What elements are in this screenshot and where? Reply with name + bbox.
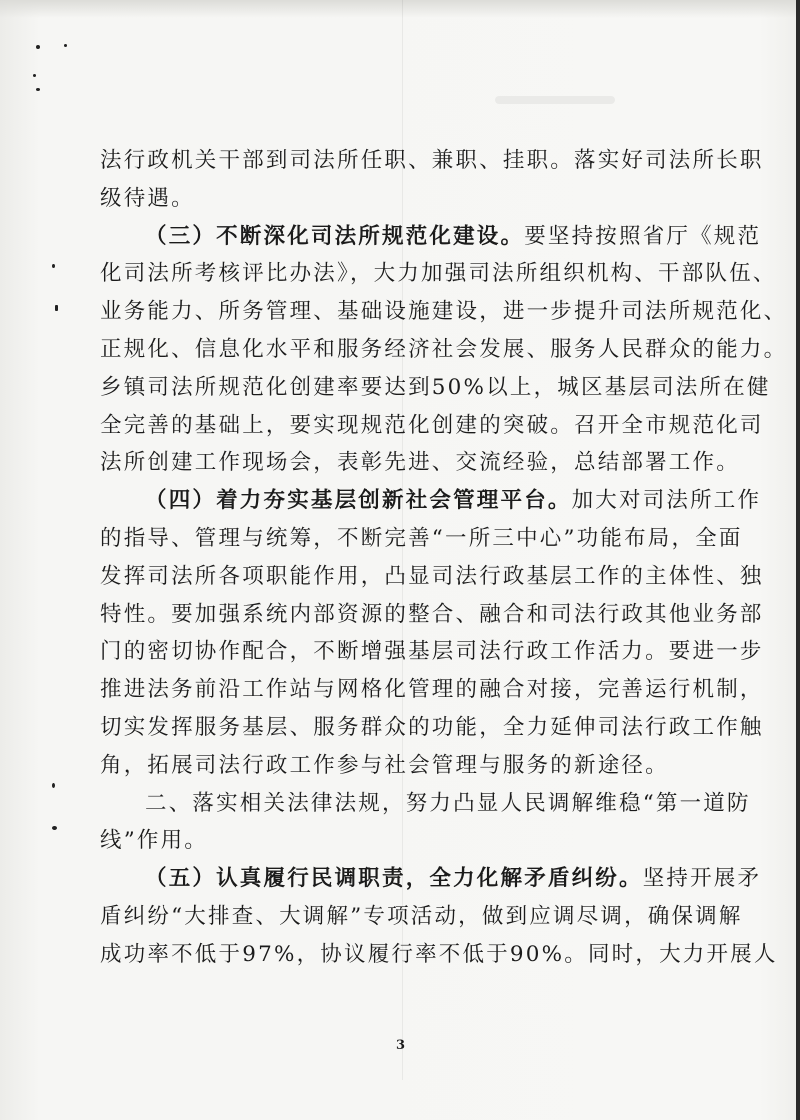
- scan-speck: [33, 74, 36, 77]
- text-line: [100, 142, 764, 180]
- text-line: [100, 936, 778, 974]
- body-text: 化司法所考核评比办法》，大力加强司法所组织机构、干部队伍、: [100, 261, 777, 287]
- text-line: [100, 898, 743, 936]
- body-text: 级待遇。: [100, 185, 195, 211]
- text-line: [100, 558, 764, 596]
- text-line: [100, 860, 762, 898]
- text-line: [100, 407, 764, 445]
- scan-smudge: [495, 96, 615, 104]
- text-line: [100, 293, 788, 331]
- body-text: 发挥司法所各项职能作用，凸显司法行政基层工作的主体性、独: [100, 563, 764, 589]
- bold-heading-text: （四）着力夯实基层创新社会管理平台。: [145, 488, 572, 514]
- scan-top-band: [0, 0, 800, 18]
- body-text: 线”作用。: [100, 828, 208, 854]
- scan-right-edge: [796, 0, 800, 1120]
- binding-hole-mark: [52, 783, 55, 788]
- text-line: [100, 331, 788, 369]
- bold-heading-text: （五）认真履行民调职责，全力化解矛盾纠纷。: [145, 866, 643, 892]
- body-text: 乡镇司法所规范化创建率要达到50%以上，城区基层司法所在健: [100, 374, 771, 400]
- body-text: 正规化、信息化水平和服务经济社会发展、服务人民群众的能力。: [100, 336, 788, 362]
- text-line: [100, 822, 720, 860]
- body-text: 成功率不低于97%，协议履行率不低于90%。同时，大力开展人: [100, 941, 778, 967]
- text-line: [100, 218, 762, 256]
- text-line: [100, 369, 771, 407]
- body-text: 法所创建工作现场会，表彰先进、交流经验，总结部署工作。: [100, 450, 740, 476]
- bold-heading-text: （三）不断深化司法所规范化建设。: [145, 223, 525, 249]
- text-line: [100, 520, 743, 558]
- scan-speck: [36, 45, 40, 49]
- document-body: [100, 142, 788, 974]
- body-text: 要坚持按照省厅《规范: [524, 223, 762, 249]
- body-text: 业务能力、所务管理、基础设施建设，进一步提升司法所规范化、: [100, 299, 788, 325]
- text-line: [100, 255, 777, 293]
- body-text: 切实发挥服务基层、服务群众的功能，全力延伸司法行政工作触: [100, 714, 764, 740]
- text-line: [100, 482, 762, 520]
- text-line: [100, 596, 764, 634]
- text-line: [100, 633, 764, 671]
- body-text: 加大对司法所工作: [571, 488, 762, 514]
- binding-hole-mark: [55, 305, 58, 311]
- body-text: 门的密切协作配合，不断增强基层司法行政工作活力。要进一步: [100, 639, 764, 665]
- binding-hole-mark: [52, 826, 57, 830]
- text-line: [100, 671, 764, 709]
- scan-speck: [36, 88, 40, 91]
- body-text: 盾纠纷“大排查、大调解”专项活动，做到应调尽调，确保调解: [100, 903, 743, 929]
- body-text: 全完善的基础上，要实现规范化创建的突破。召开全市规范化司: [100, 412, 764, 438]
- body-text: 的指导、管理与统筹，不断完善“一所三中心”功能布局，全面: [100, 525, 743, 551]
- body-text: 角，拓展司法行政工作参与社会管理与服务的新途径。: [100, 752, 669, 778]
- text-line: [100, 785, 751, 823]
- body-text: 特性。要加强系统内部资源的整合、融合和司法行政其他业务部: [100, 601, 764, 627]
- body-text: 法行政机关干部到司法所任职、兼职、挂职。落实好司法所长职: [100, 148, 764, 173]
- text-line: [100, 709, 764, 747]
- page-number: 3: [396, 1038, 406, 1053]
- body-text: 推进法务前沿工作站与网格化管理的融合对接，完善运行机制，: [100, 677, 764, 703]
- body-text: 坚持开展矛: [642, 866, 762, 892]
- scan-speck: [64, 44, 67, 47]
- binding-hole-mark: [52, 264, 55, 268]
- text-line: [100, 444, 740, 482]
- text-line: [100, 747, 720, 785]
- text-line: [100, 180, 720, 218]
- body-text: 二、落实相关法律法规，努力凸显人民调解维稳“第一道防: [145, 790, 751, 816]
